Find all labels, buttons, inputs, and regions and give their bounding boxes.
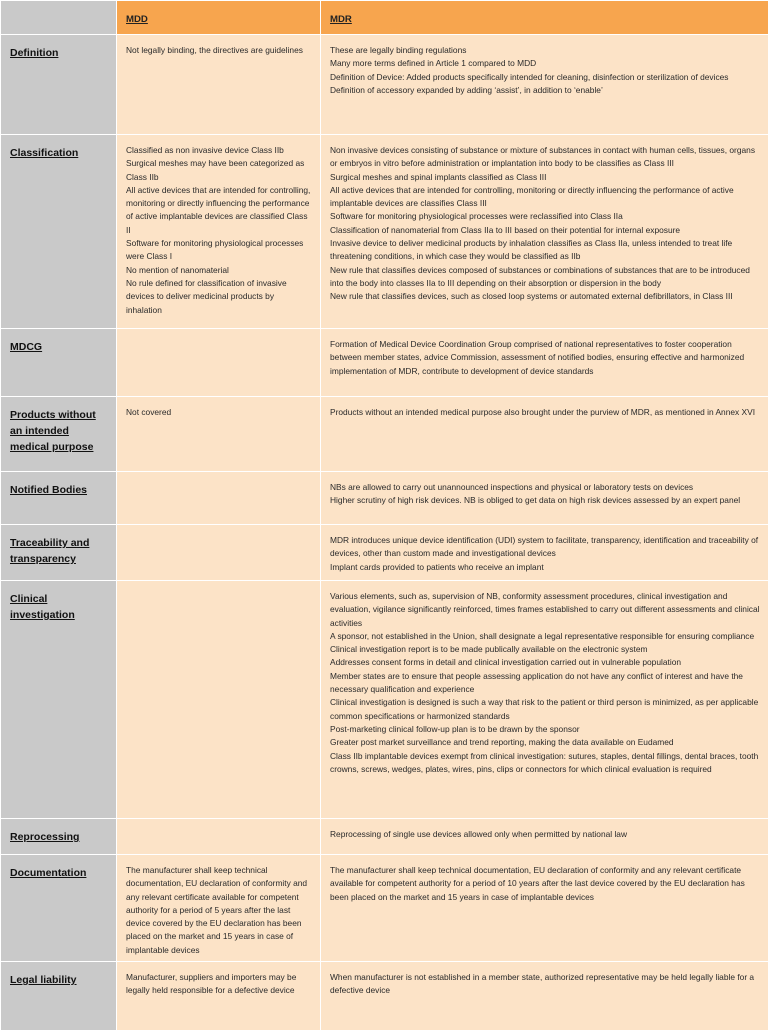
mdd-cell bbox=[117, 329, 321, 397]
row-label-classification: Classification bbox=[10, 145, 109, 161]
mdr-line: Definition of accessory expanded by adding ‘assist’, in addition to ‘enable’ bbox=[330, 84, 760, 97]
mdr-cell bbox=[321, 329, 768, 397]
mdr-cell bbox=[321, 855, 768, 962]
table-row bbox=[1, 581, 768, 819]
mdd-line: Classified as non invasive device Class IIb bbox=[126, 144, 312, 157]
mdr-line: These are legally binding regulations bbox=[330, 44, 760, 57]
mdr-line: Various elements, such as, supervision of NB, conformity assessment procedures, clinical investigation and evaluation, vigilance significantly reinforced, times frames established to carry out different assessments and clinical activities bbox=[330, 590, 760, 630]
mdr-line: Clinical investigation report is to be made publically available on the electronic system bbox=[330, 643, 760, 656]
mdd-line: The manufacturer shall keep technical documentation, EU declaration of conformity and any relevant certificate available for competent authority for a period of 5 years after the last device covered by the EU declaration has been placed on the market and 15 years in case of implantable devices bbox=[126, 864, 312, 957]
mdr-line: Reprocessing of single use devices allowed only when permitted by national law bbox=[330, 828, 760, 841]
mdr-line: A sponsor, not established in the Union, shall designate a legal representative responsible for ensuring compliance bbox=[330, 630, 760, 643]
row-label-reprocessing: Reprocessing bbox=[10, 829, 109, 845]
mdr-line: When manufacturer is not established in a member state, authorized representative may be held legally liable for a defective device bbox=[330, 971, 760, 998]
mdd-cell bbox=[117, 35, 321, 135]
row-label-cell bbox=[1, 819, 117, 855]
header-mdd-label: MDD bbox=[117, 14, 148, 25]
mdd-cell bbox=[117, 581, 321, 819]
mdr-line: Addresses consent forms in detail and clinical investigation carried out in vulnerable population bbox=[330, 656, 760, 669]
mdr-line: NBs are allowed to carry out unannounced inspections and physical or laboratory tests on devices bbox=[330, 481, 760, 494]
row-label-mdcg: MDCG bbox=[10, 339, 109, 355]
mdr-line: MDR introduces unique device identification (UDI) system to facilitate, transparency, identification and traceability of devices, other than custom made and investigational devices bbox=[330, 534, 760, 561]
mdr-line: Member states are to ensure that people assessing application do not have any conflict of interest and have the necessary qualification and experience bbox=[330, 670, 760, 697]
table-row bbox=[1, 135, 768, 329]
mdr-line: New rule that classifies devices composed of substances or combinations of substances that are to be introduced into the body into classes IIa to III depending on their absorption or dispersion in the body bbox=[330, 264, 760, 291]
mdr-line: Classification of nanomaterial from Class IIa to III based on their potential for internal exposure bbox=[330, 224, 760, 237]
row-label-cell bbox=[1, 525, 117, 581]
mdr-line: New rule that classifies devices, such as closed loop systems or automated external defibrillators, in Class III bbox=[330, 290, 760, 303]
mdr-line: All active devices that are intended for controlling, monitoring or directly influencing the performance of active implantable devices are classifies Class III bbox=[330, 184, 760, 211]
mdr-cell bbox=[321, 135, 768, 329]
header-mdr-label: MDR bbox=[321, 14, 352, 25]
mdr-cell bbox=[321, 581, 768, 819]
mdr-line: Products without an intended medical purpose also brought under the purview of MDR, as mentioned in Annex XVI bbox=[330, 406, 760, 419]
mdd-cell bbox=[117, 472, 321, 525]
mdd-line: Not legally binding, the directives are guidelines bbox=[126, 44, 312, 57]
mdd-line: Surgical meshes may have been categorized as Class IIb bbox=[126, 157, 312, 184]
mdd-cell bbox=[117, 819, 321, 855]
table-row bbox=[1, 819, 768, 855]
row-label-definition: Definition bbox=[10, 45, 109, 61]
header-corner bbox=[1, 1, 117, 35]
row-label-clinical-investigation: Clinical investigation bbox=[10, 591, 109, 623]
header-mdr bbox=[321, 1, 768, 35]
row-label-cell bbox=[1, 35, 117, 135]
mdd-cell bbox=[117, 525, 321, 581]
mdd-line: No mention of nanomaterial bbox=[126, 264, 312, 277]
mdd-cell bbox=[117, 397, 321, 472]
table-row bbox=[1, 855, 768, 962]
header-mdd bbox=[117, 1, 321, 35]
mdd-line: All active devices that are intended for controlling, monitoring or directly influencing the performance of active implantable devices are classified Class II bbox=[126, 184, 312, 237]
mdr-cell bbox=[321, 962, 768, 1031]
row-label-documentation: Documentation bbox=[10, 865, 109, 881]
header-row bbox=[1, 1, 768, 35]
row-label-products: Products without an intended medical purpose bbox=[10, 407, 109, 455]
mdd-line: Not covered bbox=[126, 406, 312, 419]
row-label-cell bbox=[1, 135, 117, 329]
mdd-cell bbox=[117, 135, 321, 329]
mdr-cell bbox=[321, 472, 768, 525]
mdr-line: Post-marketing clinical follow-up plan is to be drawn by the sponsor bbox=[330, 723, 760, 736]
mdr-line: Greater post market surveillance and trend reporting, making the data available on Eudamed bbox=[330, 736, 760, 749]
mdr-cell bbox=[321, 35, 768, 135]
table-row bbox=[1, 472, 768, 525]
table-row bbox=[1, 397, 768, 472]
mdr-line: Implant cards provided to patients who receive an implant bbox=[330, 561, 760, 574]
mdr-line: Surgical meshes and spinal implants classified as Class III bbox=[330, 171, 760, 184]
mdr-line: Software for monitoring physiological processes were reclassified into Class IIa bbox=[330, 210, 760, 223]
row-label-cell bbox=[1, 397, 117, 472]
mdd-line: No rule defined for classification of invasive devices to deliver medicinal products by inhalation bbox=[126, 277, 312, 317]
row-label-cell bbox=[1, 472, 117, 525]
mdr-line: Class IIb implantable devices exempt from clinical investigation: sutures, staples, dental fillings, dental braces, tooth crowns, screws, wedges, plates, wires, pins, clips or connectors for which clinical evaluation is required bbox=[330, 750, 760, 777]
mdr-line: Non invasive devices consisting of substance or mixture of substances in contact with human cells, tissues, organs or embryos in vitro before administration or implantation into body to be classifies as Class III bbox=[330, 144, 760, 171]
mdd-line: Manufacturer, suppliers and importers may be legally held responsible for a defective device bbox=[126, 971, 312, 998]
table-row bbox=[1, 525, 768, 581]
table-row bbox=[1, 35, 768, 135]
mdd-line: Software for monitoring physiological processes were Class I bbox=[126, 237, 312, 264]
mdr-line: Higher scrutiny of high risk devices. NB is obliged to get data on high risk devices assessed by an expert panel bbox=[330, 494, 760, 507]
mdr-line: Clinical investigation is designed is such a way that risk to the patient or third person is minimized, as per applicable common specifications or harmonized standards bbox=[330, 696, 760, 723]
mdd-cell bbox=[117, 962, 321, 1031]
row-label-traceability: Traceability and transparency bbox=[10, 535, 109, 567]
mdr-cell bbox=[321, 397, 768, 472]
row-label-cell bbox=[1, 581, 117, 819]
mdr-line: Definition of Device: Added products specifically intended for cleaning, disinfection or sterilization of devices bbox=[330, 71, 760, 84]
mdr-line: Invasive device to deliver medicinal products by inhalation classifies as Class IIa, unless intended to treat life threatening conditions, in which case they would be classified as IIb bbox=[330, 237, 760, 264]
row-label-cell bbox=[1, 855, 117, 962]
row-label-cell bbox=[1, 329, 117, 397]
table-row bbox=[1, 962, 768, 1031]
mdr-line: Many more terms defined in Article 1 compared to MDD bbox=[330, 57, 760, 70]
mdr-cell bbox=[321, 819, 768, 855]
mdr-line: The manufacturer shall keep technical documentation, EU declaration of conformity and any relevant certificate available for competent authority for a period of 10 years after the last device covered by the EU declaration has been placed on the market and 15 years in case of implantable devices bbox=[330, 864, 760, 904]
mdr-line: Formation of Medical Device Coordination Group comprised of national representatives to foster cooperation between member states, advice Commission, assessment of notified bodies, ensuring effective and harmonized implementation of MDR, contribute to development of device standards bbox=[330, 338, 760, 378]
mdd-cell bbox=[117, 855, 321, 962]
row-label-notified-bodies: Notified Bodies bbox=[10, 482, 109, 498]
mdr-cell bbox=[321, 525, 768, 581]
table-row bbox=[1, 329, 768, 397]
row-label-legal-liability: Legal liability bbox=[10, 972, 109, 988]
row-label-cell bbox=[1, 962, 117, 1031]
